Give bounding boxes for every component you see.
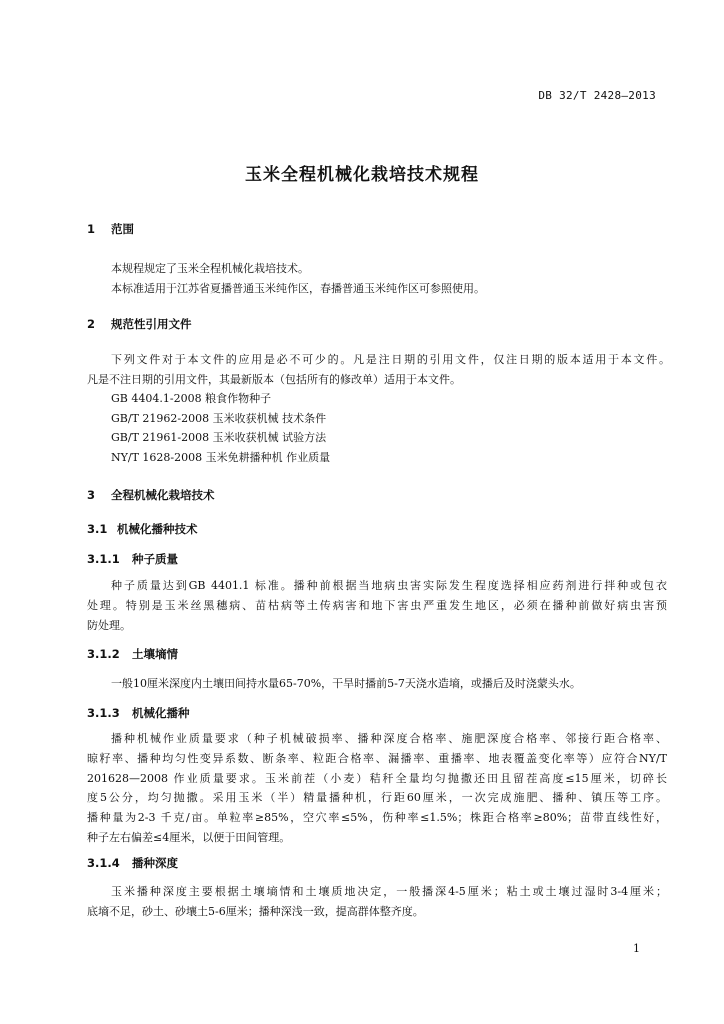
section-title: 范围	[111, 222, 134, 236]
section-number: 3.1.1	[87, 552, 120, 566]
mechanized-sowing-paragraph	[87, 729, 667, 848]
text-line: 处理。特别是玉米丝黑穗病、苗枯病等土传病害和地下害虫严重发生地区，必须在播种前做好病虫害预	[87, 598, 667, 612]
seed-quality-paragraph	[87, 576, 667, 635]
section-title: 土壤墒情	[132, 647, 178, 661]
references-intro	[87, 350, 670, 390]
text-line: 种子质量达到GB 4401.1 标准。播种前根据当地病虫害实际发生程度选择相应药剂进行拌种或包衣	[111, 579, 667, 592]
text-line: 下列文件对于本文件的应用是必不可少的。凡是注日期的引用文件，仅注日期的版本适用于本文件。	[111, 353, 670, 366]
text-line: 播种机械作业质量要求（种子机械破损率、播种深度合格率、施肥深度合格率、邻接行距合格率、	[111, 732, 667, 745]
section-number: 3	[87, 488, 96, 502]
section-heading-3-1-4	[87, 855, 178, 871]
document-title: 玉米全程机械化栽培技术规程	[245, 165, 479, 185]
section-number: 1	[87, 222, 96, 236]
section-heading-2	[87, 316, 192, 332]
section-title: 机械化播种	[132, 706, 190, 720]
text-line: 底墒不足，砂土、砂壤土5-6厘米；播种深浅一致，提高群体整齐度。	[87, 904, 424, 918]
text-line: 本规程规定了玉米全程机械化栽培技术。	[111, 262, 309, 275]
text-line: 一般10厘米深度内土壤田间持水量65-70%，干旱时播前5-7天浇水造墒，或播后及时浇蒙头水。	[111, 677, 581, 690]
text-line: 防处理。	[87, 618, 131, 632]
standard-number: DB 32/T 2428—2013	[538, 89, 656, 102]
section-number: 3.1.2	[87, 647, 120, 661]
reference-item: GB/T 21962-2008 玉米收获机械 技术条件	[111, 411, 327, 425]
section-number: 3.1	[87, 522, 108, 536]
section-heading-3	[87, 487, 215, 503]
section-heading-3-1-1	[87, 551, 178, 567]
reference-list	[111, 389, 330, 467]
section-heading-3-1	[87, 521, 198, 537]
scope-paragraph	[87, 259, 658, 299]
section-title: 种子质量	[132, 552, 178, 566]
text-line: 凡是不注日期的引用文件，其最新版本（包括所有的修改单）适用于本文件。	[87, 372, 461, 386]
section-number: 2	[87, 317, 96, 331]
section-heading-3-1-3	[87, 705, 190, 721]
soil-moisture-paragraph	[87, 674, 658, 694]
section-title: 全程机械化栽培技术	[111, 488, 215, 502]
text-line: 播种量为2-3 千克/亩。单粒率≥85%，空穴率≤5%，伤种率≤1.5%；株距合格率≥80%；苗带直线性好，	[87, 811, 667, 825]
section-title: 播种深度	[132, 856, 178, 870]
sowing-depth-paragraph	[87, 882, 667, 922]
text-line: 晾籽率、播种均匀性变异系数、断条率、粒距合格率、漏播率、重播率、地表覆盖变化率等）应符合NY/T	[87, 751, 667, 765]
reference-item: GB/T 21961-2008 玉米收获机械 试验方法	[111, 431, 327, 445]
section-number: 3.1.3	[87, 706, 120, 720]
section-title: 规范性引用文件	[111, 317, 192, 331]
section-heading-1	[87, 221, 134, 237]
section-title: 机械化播种技术	[117, 522, 198, 536]
reference-item: NY/T 1628-2008 玉米免耕播种机 作业质量	[111, 450, 331, 464]
text-line: 度5公分，均匀抛撒。采用玉米（半）精量播种机，行距60厘米，一次完成施肥、播种、镇压等工序。	[87, 791, 667, 805]
text-line: 本标准适用于江苏省夏播普通玉米纯作区，春播普通玉米纯作区可参照使用。	[111, 281, 485, 295]
text-line: 201628—2008 作业质量要求。玉米前茬（小麦）秸秆全量均匀抛撒还田且留茬高度≤15厘米，切碎长	[87, 771, 667, 785]
section-heading-3-1-2	[87, 646, 178, 662]
text-line: 玉米播种深度主要根据土壤墒情和土壤质地决定，一般播深4-5厘米；粘土或土壤过湿时3-4厘米；	[111, 885, 667, 898]
text-line: 种子左右偏差≤4厘米，以便于田间管理。	[87, 830, 291, 844]
page-number: 1	[633, 942, 640, 955]
reference-item: GB 4404.1-2008 粮食作物种子	[111, 392, 272, 405]
section-number: 3.1.4	[87, 856, 120, 870]
